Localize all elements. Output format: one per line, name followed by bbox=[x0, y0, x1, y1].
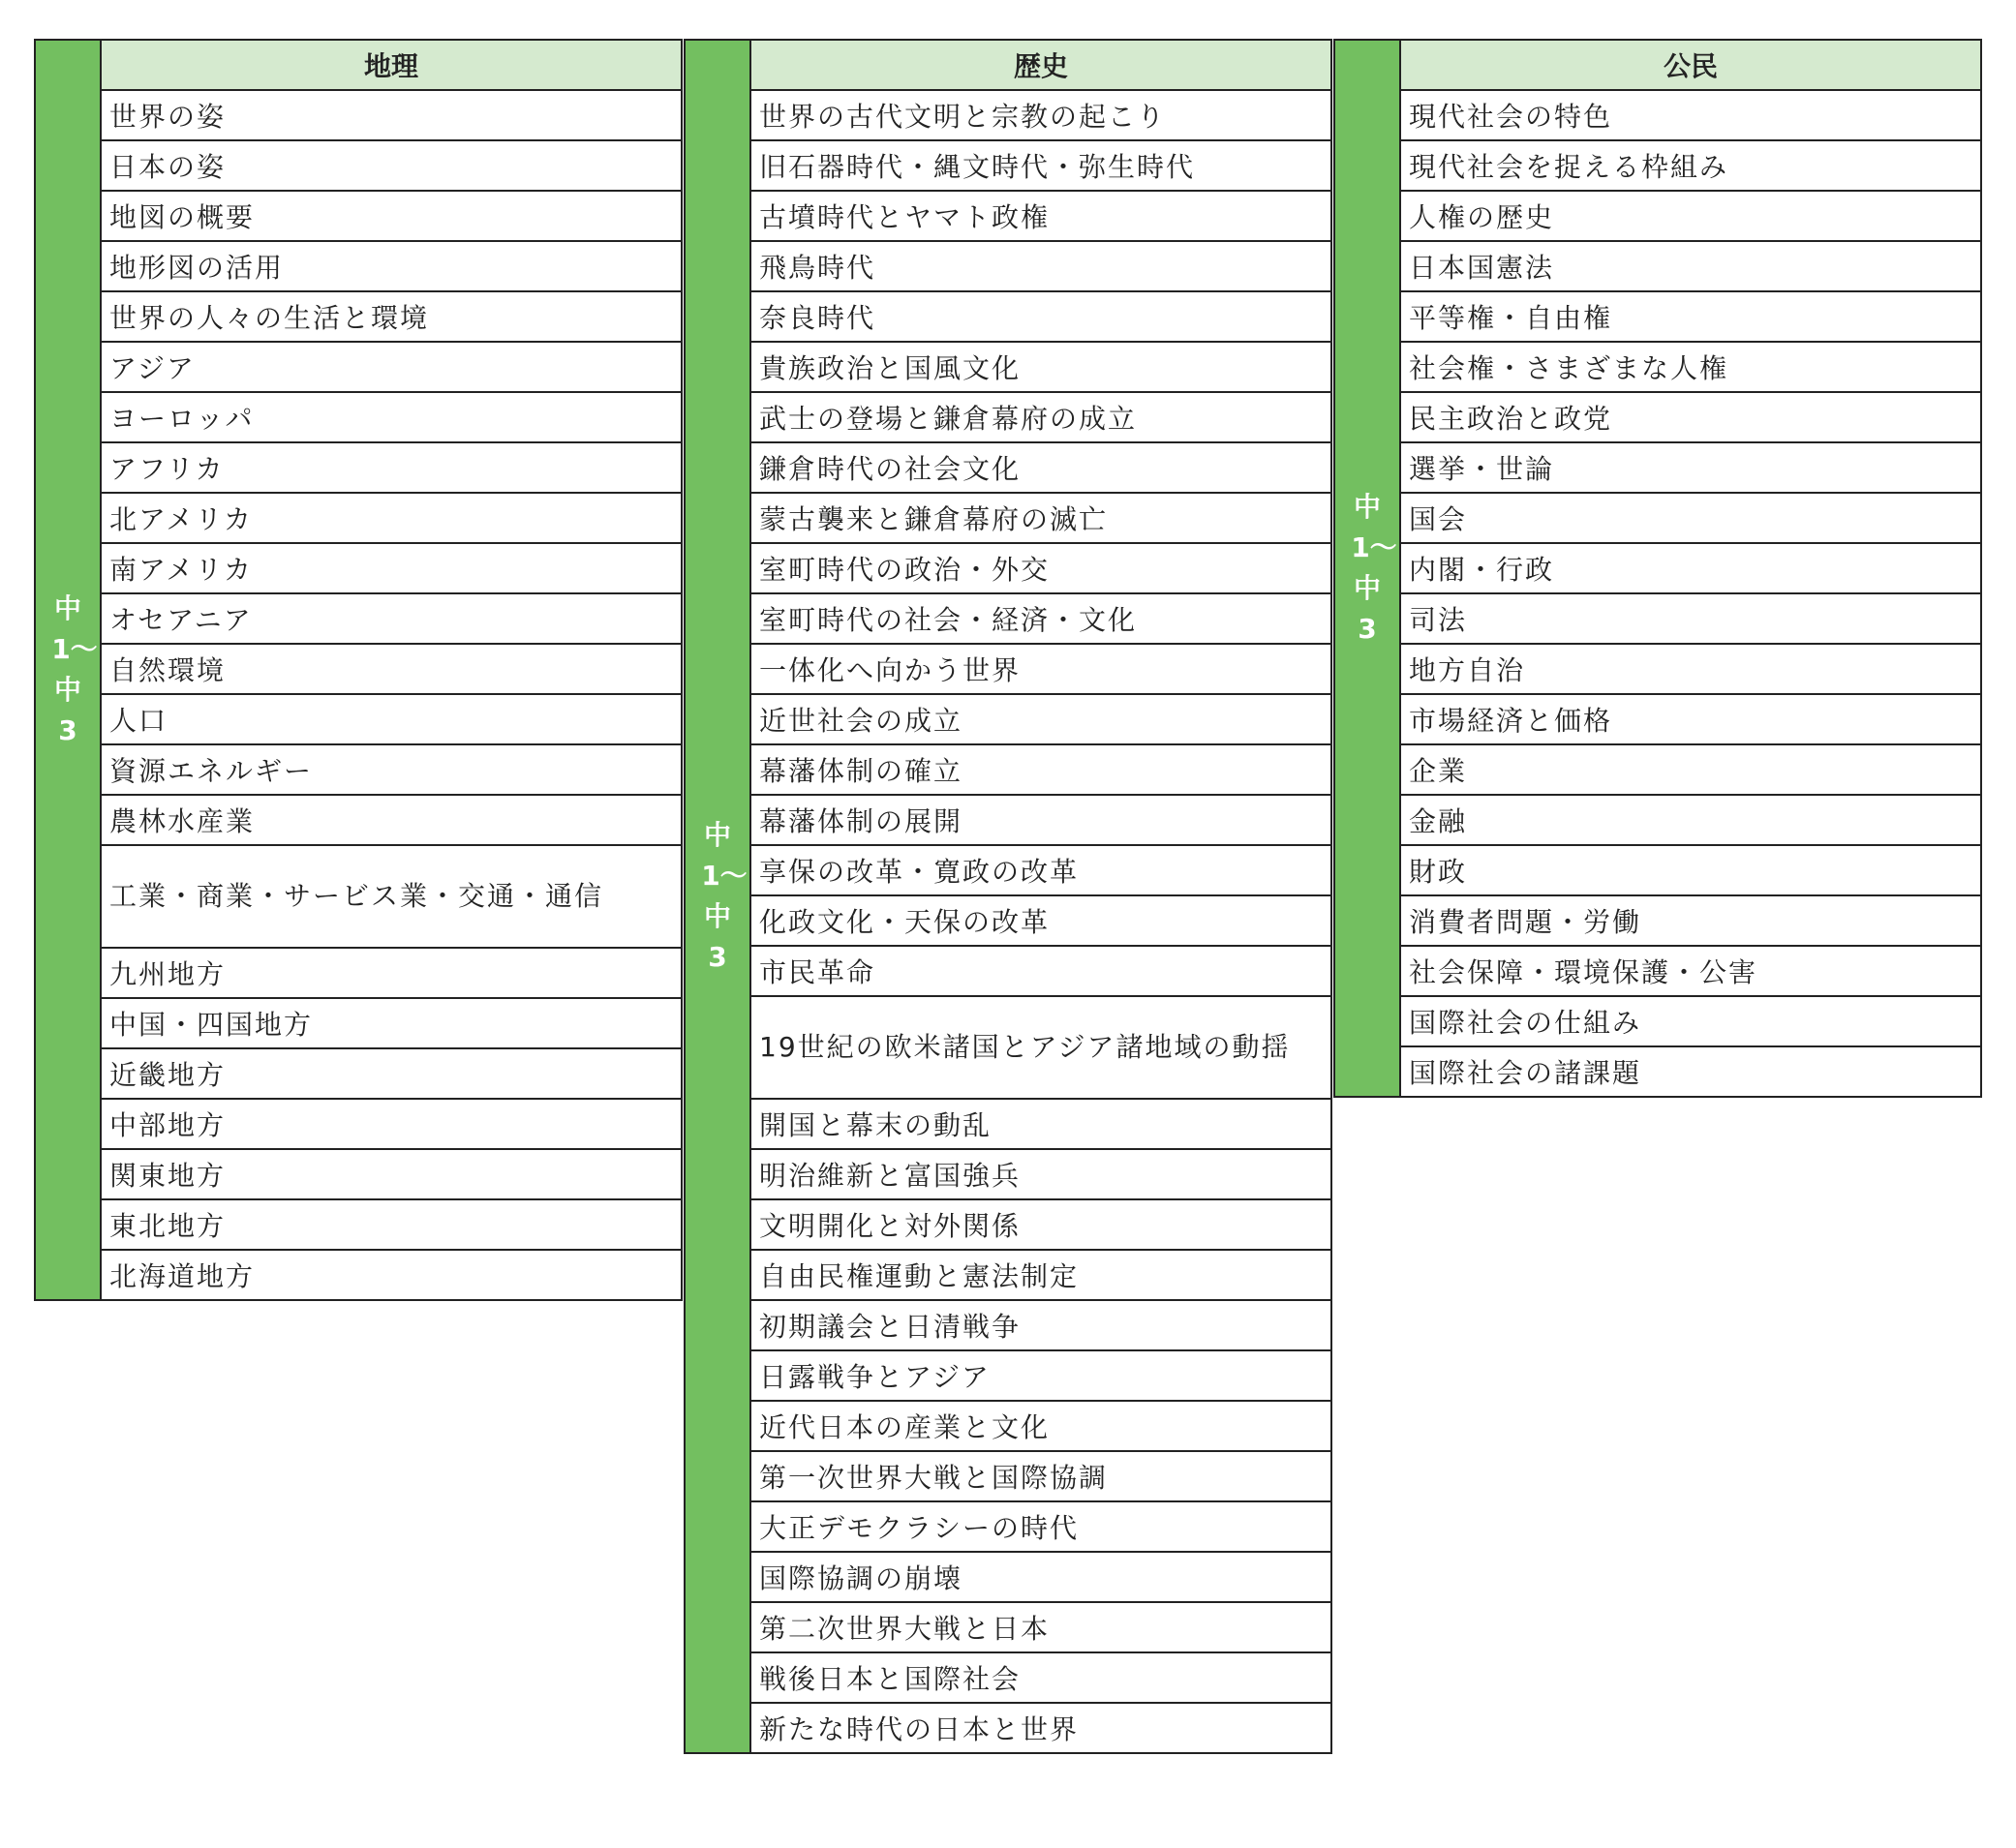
geography-topic: 関東地方 bbox=[101, 1149, 682, 1199]
table-row bbox=[685, 493, 1331, 543]
civics-topic: 財政 bbox=[1400, 845, 1981, 895]
history-topic: 化政文化・天保の改革 bbox=[750, 895, 1331, 946]
history-header-row bbox=[685, 40, 1331, 90]
table-row bbox=[685, 90, 1331, 140]
history-topic: 幕藩体制の確立 bbox=[750, 744, 1331, 795]
geography-topic: 中部地方 bbox=[101, 1099, 682, 1149]
civics-table-body bbox=[1334, 40, 1981, 1097]
civics-topic: 人権の歴史 bbox=[1400, 191, 1981, 241]
history-topic: 大正デモクラシーの時代 bbox=[750, 1501, 1331, 1552]
table-row bbox=[1334, 90, 1981, 140]
grade-label-text: 中1〜中3 bbox=[1351, 491, 1397, 645]
table-row bbox=[1334, 895, 1981, 946]
history-topic: 鎌倉時代の社会文化 bbox=[750, 442, 1331, 493]
civics-topic: 平等権・自由権 bbox=[1400, 291, 1981, 342]
table-row bbox=[1334, 795, 1981, 845]
table-row bbox=[685, 845, 1331, 895]
civics-topic: 社会権・さまざまな人権 bbox=[1400, 342, 1981, 392]
table-row bbox=[685, 644, 1331, 694]
civics-topic: 現代社会の特色 bbox=[1400, 90, 1981, 140]
history-topic: 飛鳥時代 bbox=[750, 241, 1331, 291]
table-row bbox=[35, 392, 682, 442]
table-row bbox=[35, 140, 682, 191]
civics-topic: 市場経済と価格 bbox=[1400, 694, 1981, 744]
geography-topic: 農林水産業 bbox=[101, 795, 682, 845]
geography-topic: 人口 bbox=[101, 694, 682, 744]
table-row bbox=[685, 342, 1331, 392]
civics-topic: 金融 bbox=[1400, 795, 1981, 845]
civics-topic: 国際社会の諸課題 bbox=[1400, 1046, 1981, 1097]
table-row bbox=[685, 442, 1331, 493]
history-topic: 世界の古代文明と宗教の起こり bbox=[750, 90, 1331, 140]
table-row bbox=[1334, 191, 1981, 241]
table-row bbox=[35, 291, 682, 342]
history-topic: 貴族政治と国風文化 bbox=[750, 342, 1331, 392]
table-row bbox=[685, 1250, 1331, 1300]
geography-topic: 九州地方 bbox=[101, 948, 682, 998]
table-row bbox=[35, 241, 682, 291]
table-row bbox=[685, 191, 1331, 241]
table-row bbox=[35, 694, 682, 744]
history-topic: 第一次世界大戦と国際協調 bbox=[750, 1451, 1331, 1501]
table-row bbox=[1334, 493, 1981, 543]
geography-table-body bbox=[35, 40, 682, 1300]
civics-topic: 現代社会を捉える枠組み bbox=[1400, 140, 1981, 191]
civics-topic: 民主政治と政党 bbox=[1400, 392, 1981, 442]
history-topic: 室町時代の社会・経済・文化 bbox=[750, 593, 1331, 644]
history-topic: 古墳時代とヤマト政権 bbox=[750, 191, 1331, 241]
table-row bbox=[1334, 593, 1981, 644]
history-column-header: 歴史 bbox=[750, 40, 1331, 90]
table-row bbox=[1334, 946, 1981, 996]
geography-topic: ヨーロッパ bbox=[101, 392, 682, 442]
geography-topic: 世界の人々の生活と環境 bbox=[101, 291, 682, 342]
history-topic: 新たな時代の日本と世界 bbox=[750, 1703, 1331, 1753]
geography-topic: 地図の概要 bbox=[101, 191, 682, 241]
table-row bbox=[1334, 442, 1981, 493]
table-row bbox=[35, 948, 682, 998]
table-row bbox=[685, 1652, 1331, 1703]
table-row bbox=[35, 1149, 682, 1199]
table-row bbox=[685, 996, 1331, 1099]
geography-topic: 中国・四国地方 bbox=[101, 998, 682, 1048]
history-topic: 自由民権運動と憲法制定 bbox=[750, 1250, 1331, 1300]
table-row bbox=[685, 1401, 1331, 1451]
table-row bbox=[685, 1501, 1331, 1552]
table-row bbox=[685, 1149, 1331, 1199]
table-row bbox=[35, 644, 682, 694]
history-topic: 開国と幕末の動乱 bbox=[750, 1099, 1331, 1149]
table-row bbox=[35, 1048, 682, 1099]
history-topic: 国際協調の崩壊 bbox=[750, 1552, 1331, 1602]
grade-label-text: 中1〜中3 bbox=[51, 592, 98, 746]
table-row bbox=[685, 392, 1331, 442]
table-row bbox=[685, 1300, 1331, 1350]
table-row bbox=[1334, 291, 1981, 342]
civics-column-header: 公民 bbox=[1400, 40, 1981, 90]
geography-topic: 工業・商業・サービス業・交通・通信 bbox=[101, 845, 682, 948]
geography-topic: 地形図の活用 bbox=[101, 241, 682, 291]
table-row bbox=[1334, 392, 1981, 442]
table-row bbox=[35, 744, 682, 795]
table-row bbox=[1334, 140, 1981, 191]
table-row bbox=[685, 241, 1331, 291]
geography-topic: 日本の姿 bbox=[101, 140, 682, 191]
civics-topic: 選挙・世論 bbox=[1400, 442, 1981, 493]
geography-topic: 北アメリカ bbox=[101, 493, 682, 543]
table-row bbox=[685, 1703, 1331, 1753]
geography-topic: 近畿地方 bbox=[101, 1048, 682, 1099]
geography-topic: 資源エネルギー bbox=[101, 744, 682, 795]
civics-header-row bbox=[1334, 40, 1981, 90]
geography-column-header: 地理 bbox=[101, 40, 682, 90]
civics-topic: 企業 bbox=[1400, 744, 1981, 795]
table-row bbox=[35, 442, 682, 493]
table-row bbox=[35, 998, 682, 1048]
table-row bbox=[35, 593, 682, 644]
history-topic: 第二次世界大戦と日本 bbox=[750, 1602, 1331, 1652]
table-row bbox=[1334, 241, 1981, 291]
geography-topic: アジア bbox=[101, 342, 682, 392]
table-row bbox=[685, 1552, 1331, 1602]
table-row bbox=[685, 140, 1331, 191]
geography-table bbox=[34, 39, 683, 1301]
table-row bbox=[685, 1451, 1331, 1501]
table-row bbox=[1334, 845, 1981, 895]
table-row bbox=[1334, 694, 1981, 744]
history-table bbox=[684, 39, 1332, 1754]
table-row bbox=[685, 1350, 1331, 1401]
civics-topic: 社会保障・環境保護・公害 bbox=[1400, 946, 1981, 996]
table-row bbox=[685, 291, 1331, 342]
table-row bbox=[35, 191, 682, 241]
civics-topic: 地方自治 bbox=[1400, 644, 1981, 694]
table-row bbox=[35, 342, 682, 392]
table-row bbox=[685, 694, 1331, 744]
history-topic: 市民革命 bbox=[750, 946, 1331, 996]
geography-grade-label bbox=[35, 40, 101, 1300]
civics-topic: 司法 bbox=[1400, 593, 1981, 644]
history-topic: 奈良時代 bbox=[750, 291, 1331, 342]
table-row bbox=[685, 1602, 1331, 1652]
table-row bbox=[685, 593, 1331, 644]
history-topic: 享保の改革・寛政の改革 bbox=[750, 845, 1331, 895]
history-topic: 19世紀の欧米諸国とアジア諸地域の動揺 bbox=[750, 996, 1331, 1099]
civics-topic: 国会 bbox=[1400, 493, 1981, 543]
table-row bbox=[685, 1099, 1331, 1149]
table-row bbox=[35, 1199, 682, 1250]
table-row bbox=[35, 90, 682, 140]
civics-topic: 日本国憲法 bbox=[1400, 241, 1981, 291]
table-row bbox=[685, 795, 1331, 845]
civics-topic: 内閣・行政 bbox=[1400, 543, 1981, 593]
geography-header-row bbox=[35, 40, 682, 90]
table-row bbox=[685, 744, 1331, 795]
history-topic: 幕藩体制の展開 bbox=[750, 795, 1331, 845]
civics-topic: 消費者問題・労働 bbox=[1400, 895, 1981, 946]
table-row bbox=[35, 543, 682, 593]
geography-topic: 南アメリカ bbox=[101, 543, 682, 593]
history-topic: 一体化へ向かう世界 bbox=[750, 644, 1331, 694]
history-topic: 戦後日本と国際社会 bbox=[750, 1652, 1331, 1703]
table-row bbox=[685, 946, 1331, 996]
table-row bbox=[685, 543, 1331, 593]
table-row bbox=[35, 845, 682, 948]
history-topic: 日露戦争とアジア bbox=[750, 1350, 1331, 1401]
history-topic: 蒙古襲来と鎌倉幕府の滅亡 bbox=[750, 493, 1331, 543]
table-row bbox=[35, 795, 682, 845]
table-row bbox=[1334, 644, 1981, 694]
table-row bbox=[685, 895, 1331, 946]
table-row bbox=[1334, 342, 1981, 392]
geography-topic: 世界の姿 bbox=[101, 90, 682, 140]
geography-topic: 東北地方 bbox=[101, 1199, 682, 1250]
grade-label-text: 中1〜中3 bbox=[701, 819, 748, 973]
history-table-body bbox=[685, 40, 1331, 1753]
history-topic: 旧石器時代・縄文時代・弥生時代 bbox=[750, 140, 1331, 191]
table-row bbox=[35, 1250, 682, 1300]
geography-topic: 自然環境 bbox=[101, 644, 682, 694]
geography-topic: 北海道地方 bbox=[101, 1250, 682, 1300]
civics-topic: 国際社会の仕組み bbox=[1400, 996, 1981, 1046]
civics-table bbox=[1333, 39, 1982, 1098]
geography-topic: オセアニア bbox=[101, 593, 682, 644]
history-topic: 文明開化と対外関係 bbox=[750, 1199, 1331, 1250]
table-row bbox=[35, 493, 682, 543]
table-row bbox=[1334, 543, 1981, 593]
history-topic: 室町時代の政治・外交 bbox=[750, 543, 1331, 593]
civics-grade-label bbox=[1334, 40, 1400, 1097]
history-topic: 武士の登場と鎌倉幕府の成立 bbox=[750, 392, 1331, 442]
geography-topic: アフリカ bbox=[101, 442, 682, 493]
table-row bbox=[1334, 996, 1981, 1046]
table-row bbox=[685, 1199, 1331, 1250]
history-topic: 初期議会と日清戦争 bbox=[750, 1300, 1331, 1350]
table-row bbox=[1334, 744, 1981, 795]
history-topic: 明治維新と富国強兵 bbox=[750, 1149, 1331, 1199]
table-row bbox=[35, 1099, 682, 1149]
table-row bbox=[1334, 1046, 1981, 1097]
history-grade-label bbox=[685, 40, 750, 1753]
history-topic: 近世社会の成立 bbox=[750, 694, 1331, 744]
history-topic: 近代日本の産業と文化 bbox=[750, 1401, 1331, 1451]
